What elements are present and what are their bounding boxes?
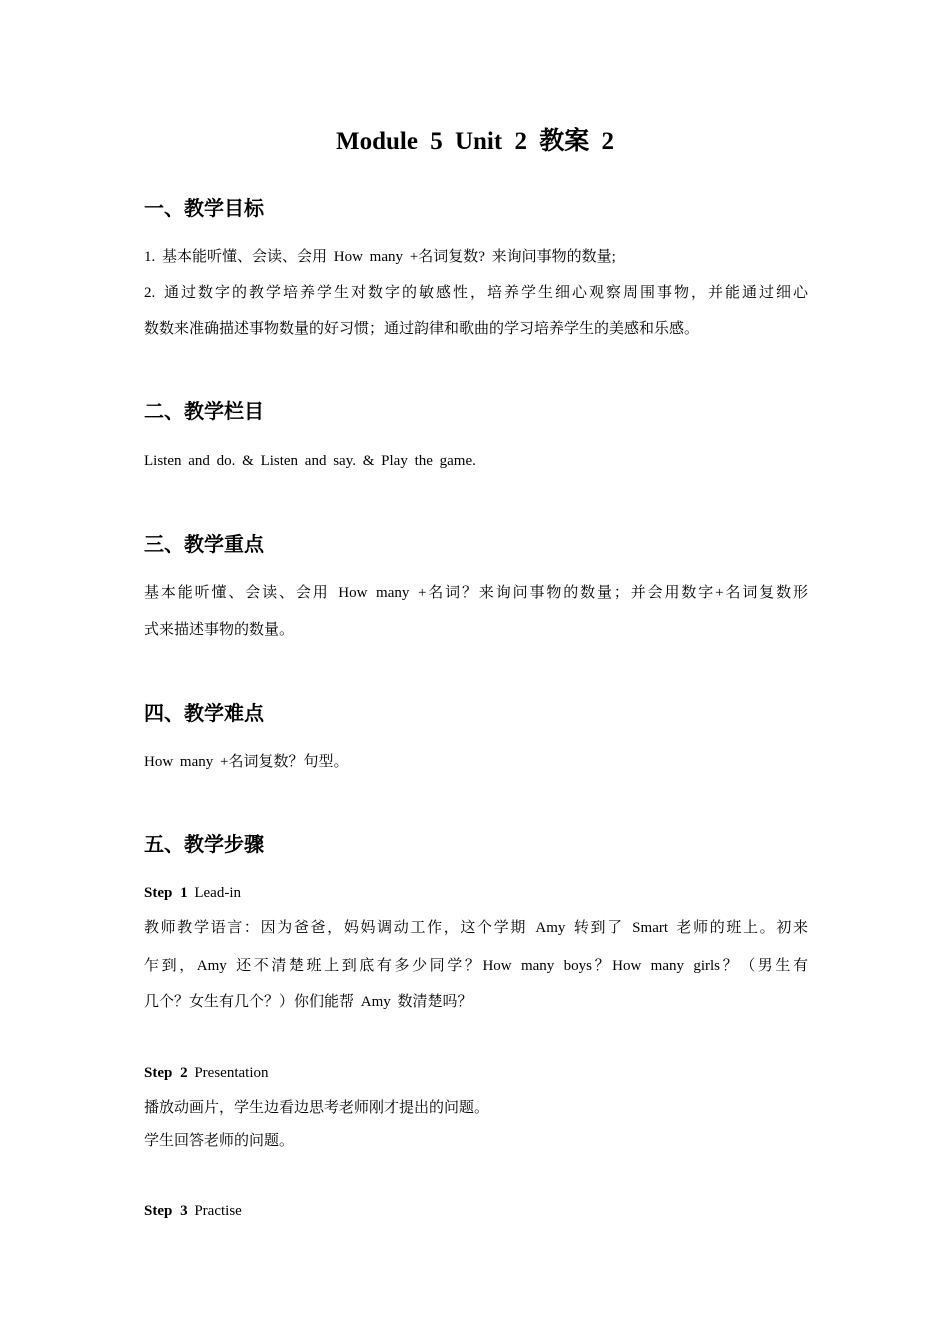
step-3-header — [144, 1201, 808, 1221]
step-2-name: Presentation — [194, 1065, 269, 1081]
step-1-name: Lead-in — [194, 885, 241, 901]
step-1-line-3: 几个？女生有几个？）你们能帮 Amy 数清楚吗？ — [144, 994, 473, 1010]
step-3-name: Practise — [194, 1203, 242, 1219]
step-2-line-1: 播放动画片，学生边看边思考老师刚才提出的问题。 — [144, 1100, 490, 1116]
section-heading-key-points: 三、教学重点 — [144, 532, 264, 556]
section-heading-columns: 二、教学栏目 — [144, 399, 264, 423]
step-1-line-2: 乍到，Amy 还不清楚班上到底有多少同学？How many boys？How many girls？（男生有 — [144, 958, 808, 974]
step-2-label: Step 2 — [144, 1065, 188, 1081]
key-points-line-1: 基本能听懂、会读、会用 How many +名词？来询问事物的数量；并会用数字+名词复数形 — [144, 585, 808, 601]
key-points-line-2: 式来描述事物的数量。 — [144, 622, 295, 638]
section-heading-steps: 五、教学步骤 — [144, 832, 264, 856]
step-1-label: Step 1 — [144, 885, 188, 901]
objectives-line-2: 2. 通过数字的教学培养学生对数字的敏感性，培养学生细心观察周围事物，并能通过细心 — [144, 285, 808, 301]
step-1-line-1: 教师教学语言：因为爸爸，妈妈调动工作，这个学期 Amy 转到了 Smart 老师的班上。初来 — [144, 920, 808, 936]
section-heading-objectives: 一、教学目标 — [144, 196, 264, 220]
objectives-line-3: 数数来准确描述事物数量的好习惯；通过韵律和歌曲的学习培养学生的美感和乐感。 — [144, 321, 700, 337]
step-3-label: Step 3 — [144, 1203, 188, 1219]
document-title: Module 5 Unit 2 教案 2 — [336, 128, 614, 155]
step-2-header — [144, 1063, 808, 1083]
difficulties-line-1: How many +名词复数？句型。 — [144, 754, 349, 770]
step-1-header — [144, 883, 808, 903]
step-2-line-2: 学生回答老师的问题。 — [144, 1133, 295, 1149]
section-heading-difficulties: 四、教学难点 — [144, 701, 264, 725]
columns-line-1: Listen and do. & Listen and say. & Play the game. — [144, 453, 476, 469]
objectives-line-1: 1. 基本能听懂、会读、会用 How many +名词复数? 来询问事物的数量; — [144, 249, 616, 265]
